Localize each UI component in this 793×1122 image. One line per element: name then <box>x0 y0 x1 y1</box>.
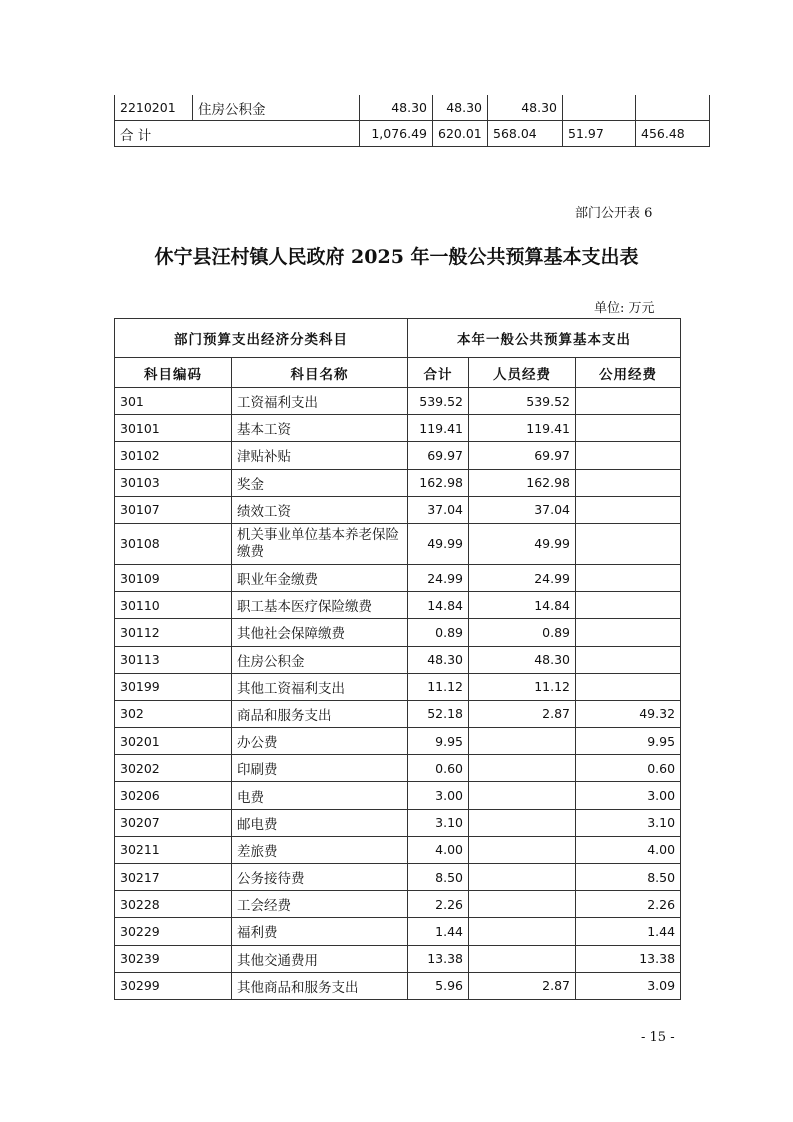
cell-total: 14.84 <box>408 592 469 619</box>
page-number: - 15 - <box>641 1030 675 1045</box>
cell-name: 其他商品和服务支出 <box>232 972 408 999</box>
cell-value <box>563 95 636 121</box>
cell-total: 3.10 <box>408 809 469 836</box>
table-label: 部门公开表 6 <box>575 206 653 221</box>
cell-total: 0.89 <box>408 619 469 646</box>
cell-personnel <box>469 864 576 891</box>
cell-code: 30112 <box>115 619 232 646</box>
cell-public: 3.10 <box>576 809 681 836</box>
cell-total: 4.00 <box>408 836 469 863</box>
cell-code: 2210201 <box>115 95 193 121</box>
cell-code: 30201 <box>115 728 232 755</box>
table-column-header-row <box>115 358 681 388</box>
table-row <box>115 619 681 646</box>
cell-name: 工会经费 <box>232 891 408 918</box>
cell-public: 8.50 <box>576 864 681 891</box>
column-header-total: 合计 <box>408 358 469 388</box>
cell-value <box>636 95 710 121</box>
cell-total: 13.38 <box>408 945 469 972</box>
cell-personnel <box>469 836 576 863</box>
cell-value: 1,076.49 <box>360 121 433 147</box>
cell-personnel: 11.12 <box>469 673 576 700</box>
cell-public <box>576 496 681 523</box>
cell-code: 30217 <box>115 864 232 891</box>
table-row <box>115 782 681 809</box>
cell-value: 456.48 <box>636 121 710 147</box>
table-row <box>115 809 681 836</box>
unit-label: 单位: 万元 <box>594 301 655 316</box>
cell-name: 其他交通费用 <box>232 945 408 972</box>
cell-public: 49.32 <box>576 700 681 727</box>
cell-code: 30102 <box>115 442 232 469</box>
cell-personnel: 49.99 <box>469 523 576 564</box>
header-economic-category: 部门预算支出经济分类科目 <box>115 319 408 358</box>
cell-total: 8.50 <box>408 864 469 891</box>
cell-total: 49.99 <box>408 523 469 564</box>
cell-code: 30239 <box>115 945 232 972</box>
cell-name: 绩效工资 <box>232 496 408 523</box>
cell-value: 568.04 <box>488 121 563 147</box>
cell-personnel <box>469 782 576 809</box>
cell-name: 邮电费 <box>232 809 408 836</box>
cell-total: 0.60 <box>408 755 469 782</box>
cell-value: 48.30 <box>360 95 433 121</box>
cell-name: 差旅费 <box>232 836 408 863</box>
cell-personnel: 14.84 <box>469 592 576 619</box>
cell-code: 301 <box>115 388 232 415</box>
cell-total: 11.12 <box>408 673 469 700</box>
cell-public <box>576 619 681 646</box>
table-row <box>115 728 681 755</box>
cell-public <box>576 415 681 442</box>
table-row <box>115 496 681 523</box>
table-row <box>115 891 681 918</box>
cell-public: 9.95 <box>576 728 681 755</box>
cell-name: 基本工资 <box>232 415 408 442</box>
cell-name: 职业年金缴费 <box>232 564 408 591</box>
cell-personnel <box>469 728 576 755</box>
previous-table-fragment <box>114 95 710 147</box>
cell-public: 3.09 <box>576 972 681 999</box>
cell-code: 30299 <box>115 972 232 999</box>
cell-personnel: 539.52 <box>469 388 576 415</box>
cell-total: 48.30 <box>408 646 469 673</box>
cell-name: 其他工资福利支出 <box>232 673 408 700</box>
cell-personnel: 162.98 <box>469 469 576 496</box>
table-row <box>115 415 681 442</box>
cell-personnel <box>469 891 576 918</box>
table-row <box>115 673 681 700</box>
cell-public <box>576 564 681 591</box>
cell-personnel <box>469 945 576 972</box>
cell-personnel: 69.97 <box>469 442 576 469</box>
column-header-code: 科目编码 <box>115 358 232 388</box>
header-basic-expenditure: 本年一般公共预算基本支出 <box>408 319 681 358</box>
cell-name: 奖金 <box>232 469 408 496</box>
cell-public <box>576 673 681 700</box>
cell-personnel: 2.87 <box>469 972 576 999</box>
total-label: 合 计 <box>115 121 360 147</box>
cell-total: 52.18 <box>408 700 469 727</box>
cell-value: 620.01 <box>433 121 488 147</box>
column-header-public: 公用经费 <box>576 358 681 388</box>
cell-value: 48.30 <box>433 95 488 121</box>
cell-code: 30228 <box>115 891 232 918</box>
table-row <box>115 700 681 727</box>
cell-total: 539.52 <box>408 388 469 415</box>
cell-name: 职工基本医疗保险缴费 <box>232 592 408 619</box>
column-header-name: 科目名称 <box>232 358 408 388</box>
cell-public <box>576 469 681 496</box>
cell-personnel: 119.41 <box>469 415 576 442</box>
cell-public: 2.26 <box>576 891 681 918</box>
cell-code: 30103 <box>115 469 232 496</box>
cell-public: 0.60 <box>576 755 681 782</box>
cell-public <box>576 388 681 415</box>
budget-expenditure-table <box>114 318 681 1000</box>
cell-total: 24.99 <box>408 564 469 591</box>
cell-code: 30199 <box>115 673 232 700</box>
cell-total: 37.04 <box>408 496 469 523</box>
cell-code: 30113 <box>115 646 232 673</box>
table-row <box>115 972 681 999</box>
cell-name: 公务接待费 <box>232 864 408 891</box>
table-row <box>115 945 681 972</box>
cell-public: 4.00 <box>576 836 681 863</box>
cell-code: 30108 <box>115 523 232 564</box>
table-row <box>115 442 681 469</box>
table-row <box>115 564 681 591</box>
table-row <box>115 388 681 415</box>
cell-name: 福利费 <box>232 918 408 945</box>
cell-personnel <box>469 918 576 945</box>
cell-public <box>576 592 681 619</box>
cell-public: 1.44 <box>576 918 681 945</box>
cell-total: 3.00 <box>408 782 469 809</box>
cell-personnel: 48.30 <box>469 646 576 673</box>
cell-public <box>576 523 681 564</box>
cell-code: 30101 <box>115 415 232 442</box>
table-row <box>115 469 681 496</box>
cell-personnel <box>469 809 576 836</box>
table-row <box>115 836 681 863</box>
cell-code: 30109 <box>115 564 232 591</box>
cell-public: 13.38 <box>576 945 681 972</box>
cell-name: 住房公积金 <box>232 646 408 673</box>
page-title: 休宁县汪村镇人民政府 2025 年一般公共预算基本支出表 <box>154 246 639 268</box>
cell-name: 工资福利支出 <box>232 388 408 415</box>
table-row <box>115 95 710 121</box>
cell-code: 30229 <box>115 918 232 945</box>
cell-total: 9.95 <box>408 728 469 755</box>
cell-name: 机关事业单位基本养老保险缴费 <box>232 523 408 564</box>
cell-total: 1.44 <box>408 918 469 945</box>
cell-code: 30211 <box>115 836 232 863</box>
cell-personnel: 0.89 <box>469 619 576 646</box>
cell-name: 其他社会保障缴费 <box>232 619 408 646</box>
cell-name: 印刷费 <box>232 755 408 782</box>
cell-total: 69.97 <box>408 442 469 469</box>
column-header-personnel: 人员经费 <box>469 358 576 388</box>
table-row <box>115 755 681 782</box>
table-row <box>115 523 681 564</box>
cell-total: 162.98 <box>408 469 469 496</box>
cell-personnel <box>469 755 576 782</box>
table-row <box>115 918 681 945</box>
cell-public <box>576 442 681 469</box>
table-row-total <box>115 121 710 147</box>
cell-value: 51.97 <box>563 121 636 147</box>
cell-code: 30110 <box>115 592 232 619</box>
cell-public: 3.00 <box>576 782 681 809</box>
cell-code: 30107 <box>115 496 232 523</box>
cell-personnel: 24.99 <box>469 564 576 591</box>
cell-public <box>576 646 681 673</box>
cell-name: 电费 <box>232 782 408 809</box>
cell-code: 30206 <box>115 782 232 809</box>
cell-name: 津贴补贴 <box>232 442 408 469</box>
cell-name: 办公费 <box>232 728 408 755</box>
table-row <box>115 646 681 673</box>
cell-name: 商品和服务支出 <box>232 700 408 727</box>
cell-personnel: 37.04 <box>469 496 576 523</box>
cell-personnel: 2.87 <box>469 700 576 727</box>
cell-total: 119.41 <box>408 415 469 442</box>
cell-total: 5.96 <box>408 972 469 999</box>
cell-name: 住房公积金 <box>193 95 360 121</box>
cell-total: 2.26 <box>408 891 469 918</box>
cell-value: 48.30 <box>488 95 563 121</box>
cell-code: 302 <box>115 700 232 727</box>
table-row <box>115 864 681 891</box>
cell-code: 30202 <box>115 755 232 782</box>
cell-code: 30207 <box>115 809 232 836</box>
table-header-row <box>115 319 681 358</box>
table-row <box>115 592 681 619</box>
